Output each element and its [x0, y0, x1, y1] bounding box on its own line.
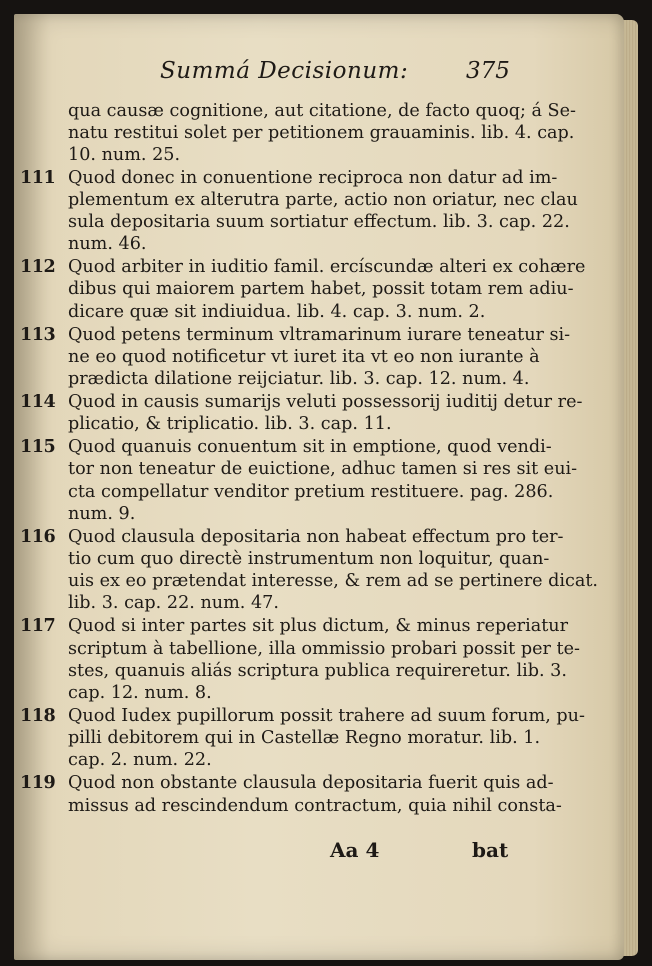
text-line: natu restitui solet per petitionem grauaminis. lib. 4. cap.	[68, 123, 575, 144]
text-line: cap. 12. num. 8.	[68, 683, 212, 704]
entry-112	[20, 256, 586, 323]
entry-118	[20, 705, 585, 772]
text-line: ne eo quod notificetur vt iuret ita vt eo non iurante à	[68, 346, 540, 367]
entry-111	[20, 166, 578, 256]
entry-115	[20, 436, 578, 525]
text-line: plementum ex alterutra parte, actio non oriatur, nec clau	[68, 189, 578, 210]
text-line: cta compellatur venditor pretium restituere. pag. 286.	[68, 481, 554, 502]
text-line: sula depositaria suum sortiatur effectum. lib. 3. cap. 22.	[68, 212, 570, 233]
entry-number: 113	[20, 323, 56, 345]
running-title: Summá Decisionum:	[160, 58, 409, 84]
text-line: missus ad rescindendum contractum, quia nihil consta-	[68, 795, 562, 816]
running-head	[14, 58, 624, 94]
entry-number: 111	[20, 166, 56, 188]
continuation-paragraph	[20, 100, 576, 167]
entry-number: 118	[20, 705, 56, 727]
text-line: qua causæ cognitione, aut citatione, de facto quoq; á Se-	[68, 101, 576, 121]
entry-113	[20, 323, 571, 391]
text-line: Quod si inter partes sit plus dictum, & minus reperiatur	[68, 616, 569, 637]
entry-119	[20, 772, 562, 816]
text-line: Quod clausula depositaria non habeat effectum pro ter-	[68, 526, 564, 547]
text-line: plicatio, & triplicatio. lib. 3. cap. 11.	[68, 414, 392, 435]
text-line: Quod arbiter in iuditio famil. ercíscundæ alteri ex cohære	[68, 257, 586, 278]
entry-116	[20, 525, 599, 615]
text-line: prædicta dilatione reijciatur. lib. 3. cap. 12. num. 4.	[68, 369, 530, 390]
catchword: bat	[472, 838, 509, 862]
text-line: scriptum à tabellione, illa ommissio probari possit per te-	[68, 638, 580, 659]
page-footer	[14, 838, 624, 866]
text-line: stes, quanuis aliás scriptura publica requireretur. lib. 3.	[68, 660, 567, 681]
text-line: Quod in causis sumarijs veluti possessorij iuditij detur re-	[68, 392, 583, 413]
text-line: Quod petens terminum vltramarinum iurare teneatur si-	[68, 324, 571, 345]
entry-number: 115	[20, 436, 56, 458]
entry-117	[20, 615, 580, 704]
page-number: 375	[466, 58, 510, 84]
text-line: dibus qui maiorem partem habet, possit totam rem adiu-	[68, 279, 574, 300]
text-line: tio cum quo directè instrumentum non loquitur, quan-	[68, 549, 550, 570]
text-line: lib. 3. cap. 22. num. 47.	[68, 593, 279, 614]
entry-114	[20, 391, 583, 435]
text-line: Quod quanuis conuentum sit in emptione, quod vendi-	[68, 437, 552, 458]
entry-number: 119	[20, 772, 56, 794]
page-body	[20, 100, 599, 818]
text-line: Quod donec in conuentione reciproca non datur ad im-	[68, 167, 558, 188]
text-line: Quod Iudex pupillorum possit trahere ad suum forum, pu-	[68, 706, 585, 727]
signature-mark: Aa 4	[330, 838, 380, 862]
entry-number: 114	[20, 391, 56, 413]
text-line: cap. 2. num. 22.	[68, 750, 212, 771]
entry-number: 117	[20, 615, 56, 637]
text-line: uis ex eo prætendat interesse, & rem ad se pertinere dicat.	[68, 571, 599, 592]
text-line: 10. num. 25.	[68, 145, 181, 166]
page-edge	[622, 20, 638, 956]
text-line: num. 46.	[68, 234, 147, 255]
text-line: dicare quæ sit indiuidua. lib. 4. cap. 3. num. 2.	[68, 301, 486, 322]
text-line: pilli debitorem qui in Castellæ Regno moratur. lib. 1.	[68, 728, 541, 749]
text-line: Quod non obstante clausula depositaria fuerit quis ad-	[68, 773, 554, 794]
entry-number: 116	[20, 525, 56, 547]
text-line: num. 9.	[68, 503, 136, 524]
text-line: tor non teneatur de euictione, adhuc tamen si res sit eui-	[68, 459, 578, 480]
entry-number: 112	[20, 256, 56, 278]
